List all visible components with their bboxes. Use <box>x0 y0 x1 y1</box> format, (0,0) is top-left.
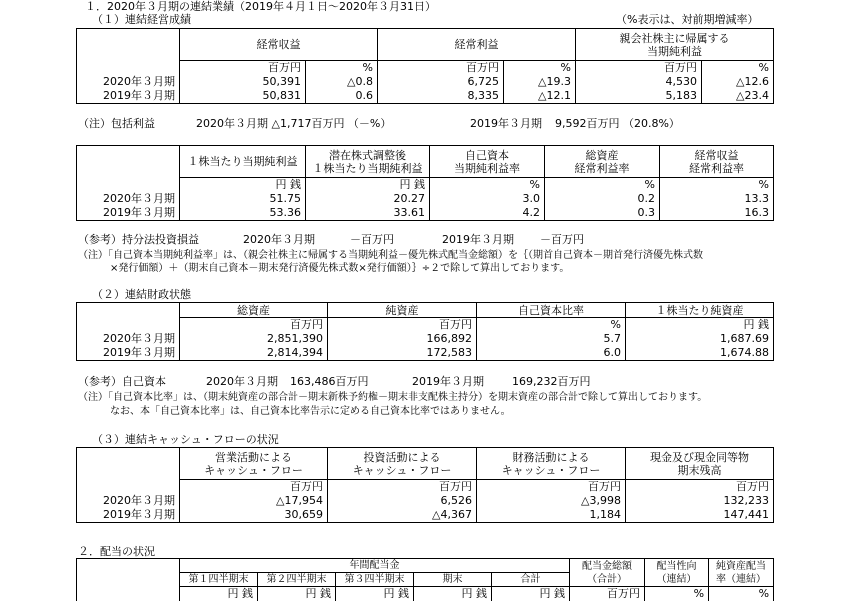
value-cell: 16.3 <box>660 206 774 221</box>
value-cell: 147,441 <box>626 508 774 523</box>
corner-cell <box>77 559 180 573</box>
blank-cell <box>77 318 180 332</box>
value-cell: 6.0 <box>477 346 626 361</box>
value-cell: 53.36 <box>180 206 306 221</box>
unit-cell: % <box>477 318 626 332</box>
value-cell: 2,851,390 <box>180 332 328 346</box>
row-label: 2020年３月期 <box>77 494 180 508</box>
value-cell: 5.7 <box>477 332 626 346</box>
col-header-line: 配当性向 <box>656 560 697 572</box>
note-value: 9,592百万円 （20.8%） <box>555 117 680 130</box>
col-header-line: 総資産 <box>585 148 619 162</box>
value-cell: △3,998 <box>477 494 626 508</box>
unit-cell: 百万円 <box>180 318 328 332</box>
col-header: 合計 <box>492 573 570 587</box>
section-title: １．2020年３月期の連結業績（2019年４月１日～2020年３月31日） <box>85 0 436 13</box>
footnote-line: （注）「自己資本比率」は、（期末純資産の部合計－期末新株予約権－期末非支配株主持分）を期末資産の部合計で除して算出しております。 <box>78 392 708 403</box>
note-value: 169,232百万円 <box>512 375 591 388</box>
value-cell: 1,184 <box>477 508 626 523</box>
col-header-line: キャッシュ・フロー <box>501 463 601 477</box>
value-cell: 50,391 <box>180 75 306 89</box>
corner-cell <box>77 29 180 61</box>
unit-cell: % <box>430 178 545 192</box>
row-label: 2019年３月期 <box>77 346 180 361</box>
blank-cell <box>77 61 180 75</box>
corner-cell <box>77 303 180 318</box>
subsection-title: （３）連結キャッシュ・フローの状況 <box>92 433 279 446</box>
col-header-line: （連結） <box>656 573 697 585</box>
note-value: 2020年３月期 <box>243 233 315 246</box>
value-cell: 132,233 <box>626 494 774 508</box>
value-cell: 51.75 <box>180 192 306 206</box>
note-value: －百万円 <box>350 233 394 246</box>
col-header <box>180 146 306 178</box>
col-header: 第１四半期末 <box>180 573 258 587</box>
table-row <box>77 89 774 104</box>
col-header-line: キャッシュ・フロー <box>352 463 452 477</box>
value-cell: △23.4 <box>702 89 774 104</box>
value-cell: △12.1 <box>504 89 576 104</box>
col-header: １株当たり純資産 <box>626 303 774 318</box>
table-row <box>77 346 774 361</box>
col-header-line: 純資産配当 <box>716 560 767 572</box>
unit-cell: 円 銭 <box>336 587 414 601</box>
col-header: 第２四半期末 <box>258 573 336 587</box>
note-value: 2019年３月期 <box>412 375 484 388</box>
value-cell: 4,530 <box>576 75 702 89</box>
col-header-line: １株当たり当期純利益 <box>187 155 298 168</box>
value-cell: 172,583 <box>328 346 477 361</box>
col-header <box>545 146 660 178</box>
dividends-table <box>76 558 774 601</box>
value-cell: 5,183 <box>576 89 702 104</box>
table-row <box>77 508 774 523</box>
col-header: 第３四半期末 <box>336 573 414 587</box>
col-header <box>328 448 477 480</box>
col-header: 純資産 <box>328 303 477 318</box>
per-share-table <box>76 145 774 221</box>
unit-cell: 百万円 <box>576 61 702 75</box>
value-cell: 13.3 <box>660 192 774 206</box>
col-header: 経常利益 <box>378 29 576 61</box>
value-cell: 0.6 <box>306 89 378 104</box>
col-header-line: 現金及び現金同等物 <box>650 450 749 464</box>
unit-cell: 円 銭 <box>626 318 774 332</box>
col-header-line: １株当たり当期純利益 <box>312 161 423 175</box>
table-row <box>77 206 774 221</box>
row-label: 2020年３月期 <box>77 75 180 89</box>
value-cell: 2,814,394 <box>180 346 328 361</box>
col-header <box>180 448 328 480</box>
table-row <box>77 332 774 346</box>
unit-cell: 円 銭 <box>414 587 492 601</box>
value-cell: 33.61 <box>306 206 430 221</box>
col-header-line: 経常利益率 <box>574 161 630 175</box>
unit-cell: % <box>660 178 774 192</box>
unit-cell: 百万円 <box>378 61 504 75</box>
col-header <box>570 559 645 587</box>
unit-cell: 百万円 <box>328 480 477 494</box>
unit-cell: 円 銭 <box>180 178 306 192</box>
value-cell: △12.6 <box>702 75 774 89</box>
note-label: （注）包括利益 <box>78 117 155 130</box>
note-label: （参考）自己資本 <box>78 375 166 388</box>
row-label: 2019年３月期 <box>77 206 180 221</box>
col-header-line: 親会社株主に帰属する <box>619 31 730 45</box>
pct-note: （%表示は、対前期増減率） <box>616 13 759 26</box>
col-header-line: 期末残高 <box>677 463 722 477</box>
value-cell: △0.8 <box>306 75 378 89</box>
col-header-line: 経常利益率 <box>689 161 744 175</box>
unit-cell: 円 銭 <box>492 587 570 601</box>
unit-cell: 円 銭 <box>180 587 258 601</box>
footnote-line: なお、本「自己資本比率」は、自己資本比率告示に定める自己資本比率ではありません。 <box>110 406 511 417</box>
col-header: 経常収益 <box>180 29 378 61</box>
subsection-title: （１）連結経営成績 <box>92 13 191 26</box>
blank-cell <box>77 178 180 192</box>
cash-flow-table <box>76 447 774 523</box>
col-header-line: 潜在株式調整後 <box>329 148 406 162</box>
col-header-line: 配当金総額 <box>582 560 633 572</box>
value-cell: △19.3 <box>504 75 576 89</box>
row-label: 2020年３月期 <box>77 192 180 206</box>
col-header: 期末 <box>414 573 492 587</box>
col-header-line: 当期純利益 <box>647 44 702 58</box>
col-header-line: 率（連結） <box>716 573 767 585</box>
value-cell: 6,526 <box>328 494 477 508</box>
footnote-line: （注）「自己資本当期純利益率」は、（親会社株主に帰属する当期純利益－優先株式配当金総額）を｛（期首自己資本－期首発行済優先株式数 <box>78 250 703 261</box>
blank-cell <box>77 480 180 494</box>
group-header: 年間配当金 <box>180 559 570 573</box>
value-cell: 3.0 <box>430 192 545 206</box>
unit-cell: 百万円 <box>570 587 645 601</box>
value-cell: 166,892 <box>328 332 477 346</box>
value-cell: 20.27 <box>306 192 430 206</box>
table-row <box>77 75 774 89</box>
corner-cell <box>77 146 180 178</box>
unit-cell: 百万円 <box>180 61 306 75</box>
value-cell: △4,367 <box>328 508 477 523</box>
unit-cell: 円 銭 <box>258 587 336 601</box>
value-cell: 6,725 <box>378 75 504 89</box>
unit-cell: % <box>545 178 660 192</box>
unit-cell: % <box>306 61 378 75</box>
note-value: 2020年３月期 △1,717百万円 （－%） <box>196 117 392 130</box>
value-cell: 0.2 <box>545 192 660 206</box>
unit-cell: 百万円 <box>180 480 328 494</box>
col-header <box>709 559 774 587</box>
unit-cell: 円 銭 <box>306 178 430 192</box>
unit-cell: % <box>709 587 774 601</box>
value-cell: △17,954 <box>180 494 328 508</box>
unit-cell: % <box>504 61 576 75</box>
note-value: 2019年３月期 <box>470 117 542 130</box>
value-cell: 50,831 <box>180 89 306 104</box>
unit-cell: % <box>702 61 774 75</box>
note-value: －百万円 <box>540 233 584 246</box>
financial-position-table <box>76 302 774 361</box>
note-label: （参考）持分法投資損益 <box>78 233 199 246</box>
corner-cell <box>77 448 180 480</box>
col-header-line: 経常収益 <box>694 148 739 162</box>
col-header <box>645 559 709 587</box>
value-cell: 1,674.88 <box>626 346 774 361</box>
section-title: ２．配当の状況 <box>78 545 155 558</box>
col-header <box>306 146 430 178</box>
value-cell: 8,335 <box>378 89 504 104</box>
col-header-line: 投資活動による <box>363 450 441 464</box>
col-header-line: （合計） <box>587 573 628 585</box>
note-value: 2019年３月期 <box>442 233 514 246</box>
value-cell: 4.2 <box>430 206 545 221</box>
unit-cell: 百万円 <box>477 480 626 494</box>
value-cell: 0.3 <box>545 206 660 221</box>
table-row <box>77 494 774 508</box>
note-value: 163,486百万円 <box>290 375 369 388</box>
subsection-title: （２）連結財政状態 <box>92 288 191 301</box>
unit-cell: % <box>645 587 709 601</box>
blank-cell <box>77 573 180 587</box>
unit-cell: 百万円 <box>328 318 477 332</box>
table-row <box>77 192 774 206</box>
col-header-line: 当期純利益率 <box>454 161 520 175</box>
col-header-line: 自己資本 <box>465 148 509 162</box>
col-header <box>660 146 774 178</box>
value-cell: 30,659 <box>180 508 328 523</box>
col-header <box>626 448 774 480</box>
operating-results-table <box>76 28 774 104</box>
footnote-line: ×発行価額）＋（期末自己資本－期末発行済優先株式数×発行価額）｝÷２で除して算出しております。 <box>110 263 570 274</box>
row-label: 2019年３月期 <box>77 508 180 523</box>
blank-cell <box>77 587 180 601</box>
row-label: 2019年３月期 <box>77 89 180 104</box>
col-header-line: 営業活動による <box>215 450 292 464</box>
note-value: 2020年３月期 <box>206 375 278 388</box>
col-header: 総資産 <box>180 303 328 318</box>
col-header: 自己資本比率 <box>477 303 626 318</box>
row-label: 2020年３月期 <box>77 332 180 346</box>
value-cell: 1,687.69 <box>626 332 774 346</box>
unit-cell: 百万円 <box>626 480 774 494</box>
col-header <box>430 146 545 178</box>
col-header-line: キャッシュ・フロー <box>204 463 303 477</box>
col-header-line: 財務活動による <box>512 450 590 464</box>
col-header <box>477 448 626 480</box>
col-header <box>576 29 774 61</box>
